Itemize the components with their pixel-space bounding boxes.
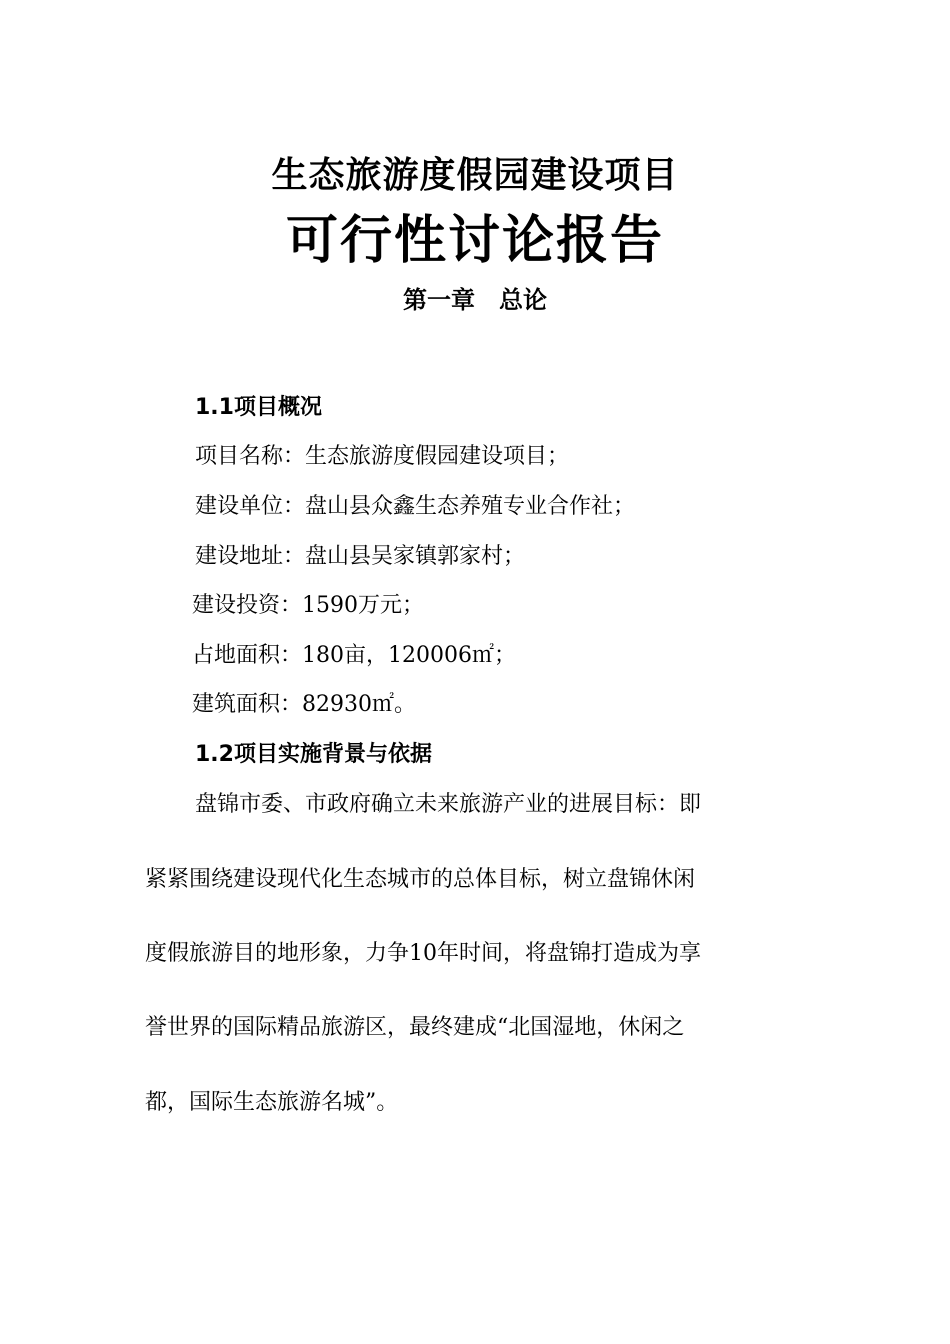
document-subtitle: 可行性讨论报告 [285, 211, 664, 271]
document-title: 生态旅游度假园建设项目 [271, 155, 679, 196]
paragraph-line: 度假旅游目的地形象，力争10年时间，将盘锦打造成为享 [145, 941, 701, 966]
construction-address-line: 建设地址：盘山县吴家镇郭家村； [195, 544, 526, 569]
paragraph-line: 誉世界的国际精品旅游区，最终建成“北国湿地，休闲之 [145, 1015, 685, 1040]
building-area-line: 建筑面积：82930㎡。 [192, 692, 416, 717]
paragraph-line: 盘锦市委、市政府确立未来旅游产业的进展目标：即 [195, 792, 702, 817]
section-heading-1-1: 1.1项目概况 [195, 395, 322, 420]
section-heading-1-2: 1.2项目实施背景与依据 [195, 742, 432, 767]
project-name-line: 项目名称：生态旅游度假园建设项目； [195, 444, 570, 469]
construction-unit-line: 建设单位：盘山县众鑫生态养殖专业合作社； [195, 494, 636, 519]
paragraph-line: 都，国际生态旅游名城”。 [145, 1090, 399, 1115]
investment-line: 建设投资：1590万元； [192, 593, 424, 618]
chapter-heading: 第一章 总论 [403, 286, 547, 314]
paragraph-line: 紧紧围绕建设现代化生态城市的总体目标，树立盘锦休闲 [145, 867, 696, 892]
land-area-line: 占地面积：180亩，120006㎡； [192, 643, 516, 668]
